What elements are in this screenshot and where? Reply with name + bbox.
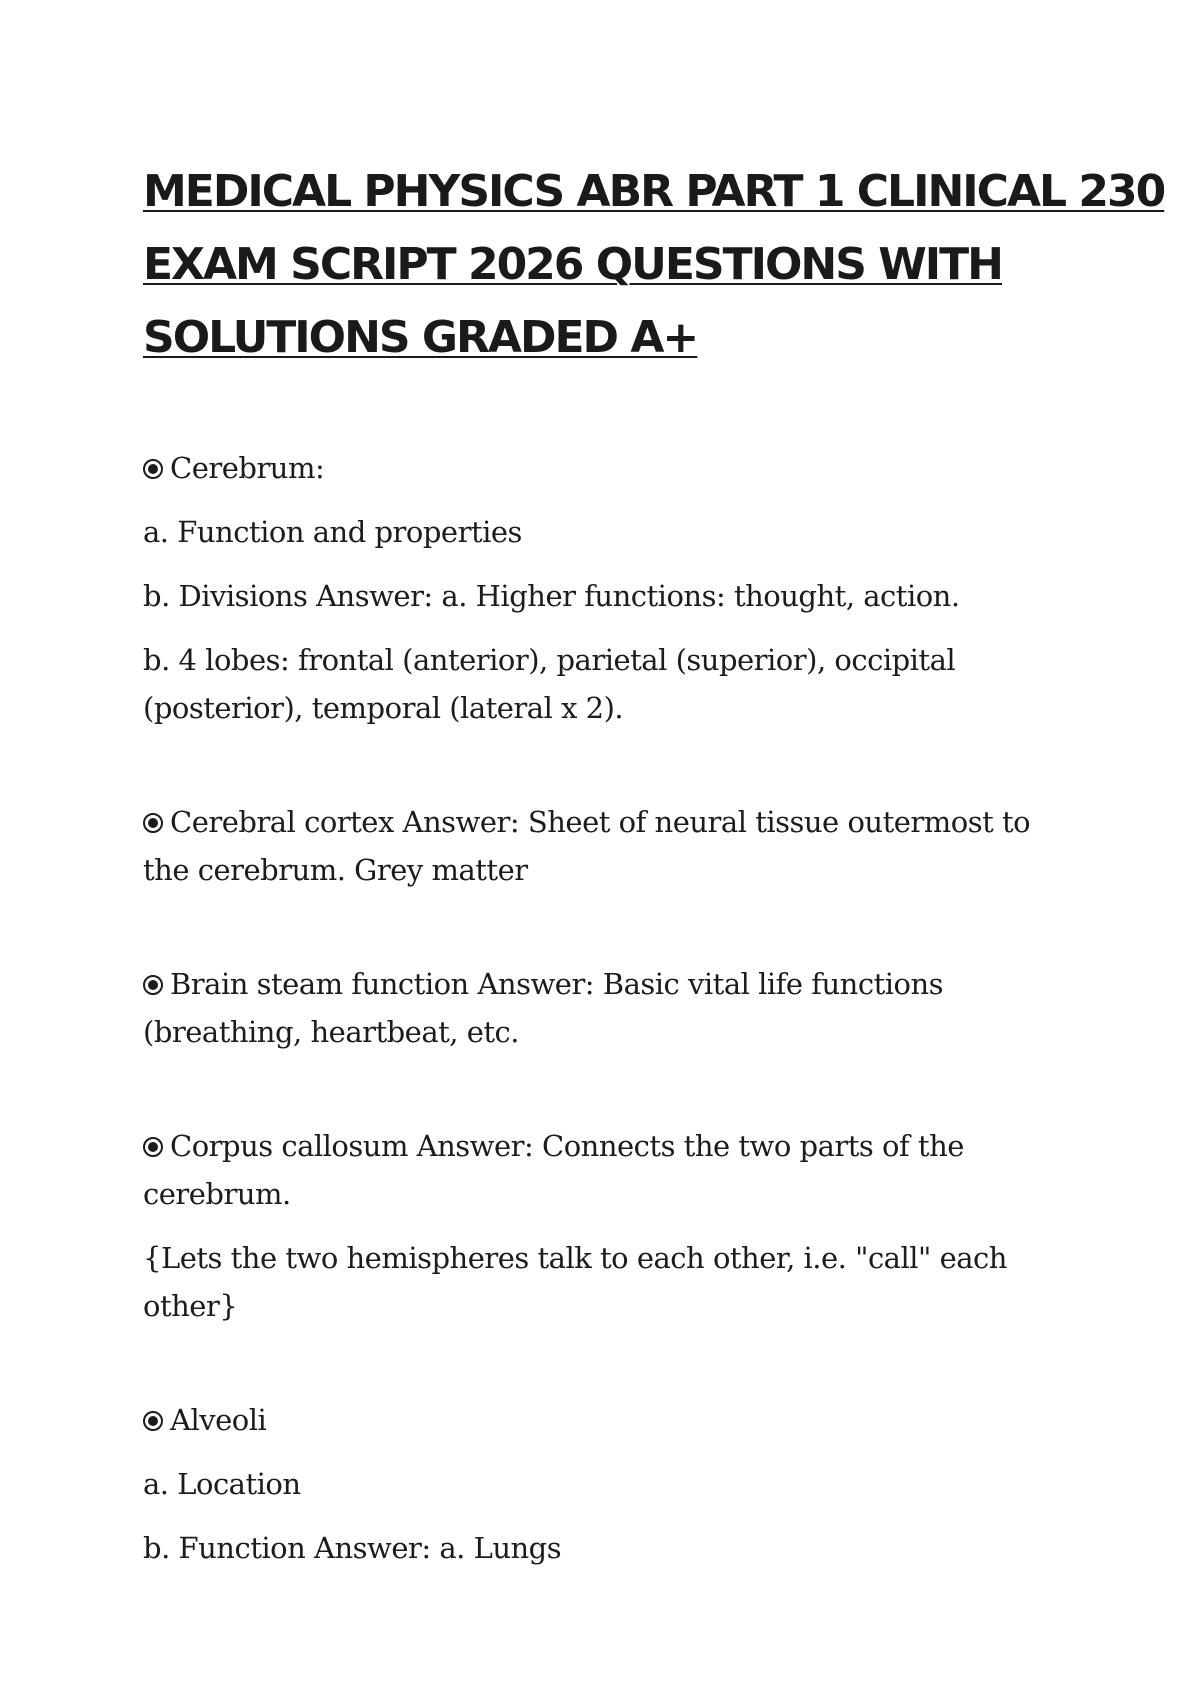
question-line	[143, 1122, 1083, 1218]
question-text: Alveoli	[170, 1403, 267, 1437]
title-line-1: MEDICAL PHYSICS ABR PART 1 CLINICAL 230	[143, 166, 1165, 217]
question-text: Corpus callosum Answer: Connects the two parts of the cerebrum.	[143, 1129, 964, 1211]
radio-bullet-icon	[143, 975, 163, 995]
question-line	[143, 444, 1083, 492]
question-text: Brain steam function Answer: Basic vital life functions (breathing, heartbeat, etc.	[143, 967, 944, 1049]
question-text: Cerebral cortex Answer: Sheet of neural tissue outermost to the cerebrum. Grey matter	[143, 805, 1031, 887]
answer-line: b. 4 lobes: frontal (anterior), parietal (superior), occipital (posterior), temporal (lateral x 2).	[143, 643, 956, 725]
document-content	[143, 155, 1165, 1572]
radio-bullet-icon	[143, 1411, 163, 1431]
question-cerebrum	[143, 444, 1083, 732]
radio-bullet-icon	[143, 459, 163, 479]
radio-bullet-icon	[143, 1137, 163, 1157]
question-cerebral-cortex	[143, 798, 1083, 894]
radio-bullet-icon	[143, 813, 163, 833]
title-line-2: EXAM SCRIPT 2026 QUESTIONS WITH	[143, 239, 1002, 290]
title-line-3: SOLUTIONS GRADED A+	[143, 312, 698, 363]
question-alveoli	[143, 1396, 1083, 1572]
question-list	[143, 444, 1083, 1572]
answer-line: b. Divisions Answer: a. Higher functions: thought, action.	[143, 579, 960, 613]
question-corpus-callosum	[143, 1122, 1083, 1330]
answer-line: b. Function Answer: a. Lungs	[143, 1531, 562, 1565]
answer-line: {Lets the two hemispheres talk to each other, i.e. "call" each other}	[143, 1241, 1007, 1323]
question-text: Cerebrum:	[170, 451, 325, 485]
question-line	[143, 798, 1083, 894]
document-title	[143, 155, 1165, 374]
question-line: a. Function and properties	[143, 515, 522, 549]
question-line	[143, 1396, 1083, 1444]
question-line: a. Location	[143, 1467, 301, 1501]
question-line	[143, 960, 1083, 1056]
question-brain-stem	[143, 960, 1083, 1056]
